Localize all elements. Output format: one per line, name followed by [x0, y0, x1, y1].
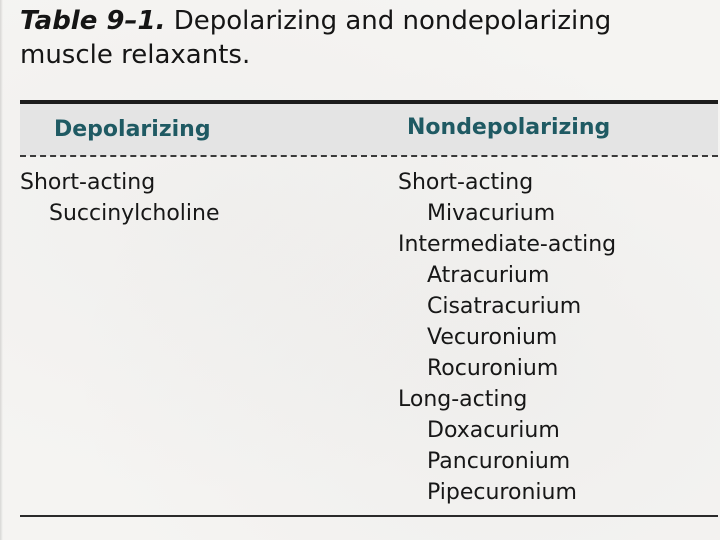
- group-heading: Long-acting: [398, 387, 528, 412]
- table-bottom-rule: [20, 515, 718, 517]
- drug-name: Doxacurium: [427, 418, 560, 443]
- drug-name: Pipecuronium: [427, 480, 577, 505]
- depolarizing-column: [20, 167, 220, 229]
- drug-name: Succinylcholine: [49, 201, 220, 226]
- group-heading: Short-acting: [398, 170, 534, 195]
- drug-name: Rocuronium: [427, 356, 559, 381]
- page-edge-shadow: [0, 0, 3, 540]
- drug-name: Cisatracurium: [427, 294, 582, 319]
- table-number-label: Table 9–1.: [20, 6, 166, 36]
- table-title: [20, 4, 700, 72]
- drug-name: Atracurium: [427, 263, 550, 288]
- drug-name: Mivacurium: [427, 201, 556, 226]
- drug-name: Pancuronium: [427, 449, 571, 474]
- group-heading: Intermediate-acting: [398, 232, 617, 257]
- drug-name: Vecuronium: [427, 325, 558, 350]
- column-header-nondepolarizing: Nondepolarizing: [407, 115, 611, 140]
- nondepolarizing-column: [398, 167, 616, 508]
- header-dashed-rule: [20, 155, 718, 157]
- column-header-depolarizing: Depolarizing: [54, 117, 211, 142]
- table-caption: Depolarizing and nondepolarizing muscle relaxants.: [20, 6, 612, 70]
- group-heading: Short-acting: [20, 170, 156, 195]
